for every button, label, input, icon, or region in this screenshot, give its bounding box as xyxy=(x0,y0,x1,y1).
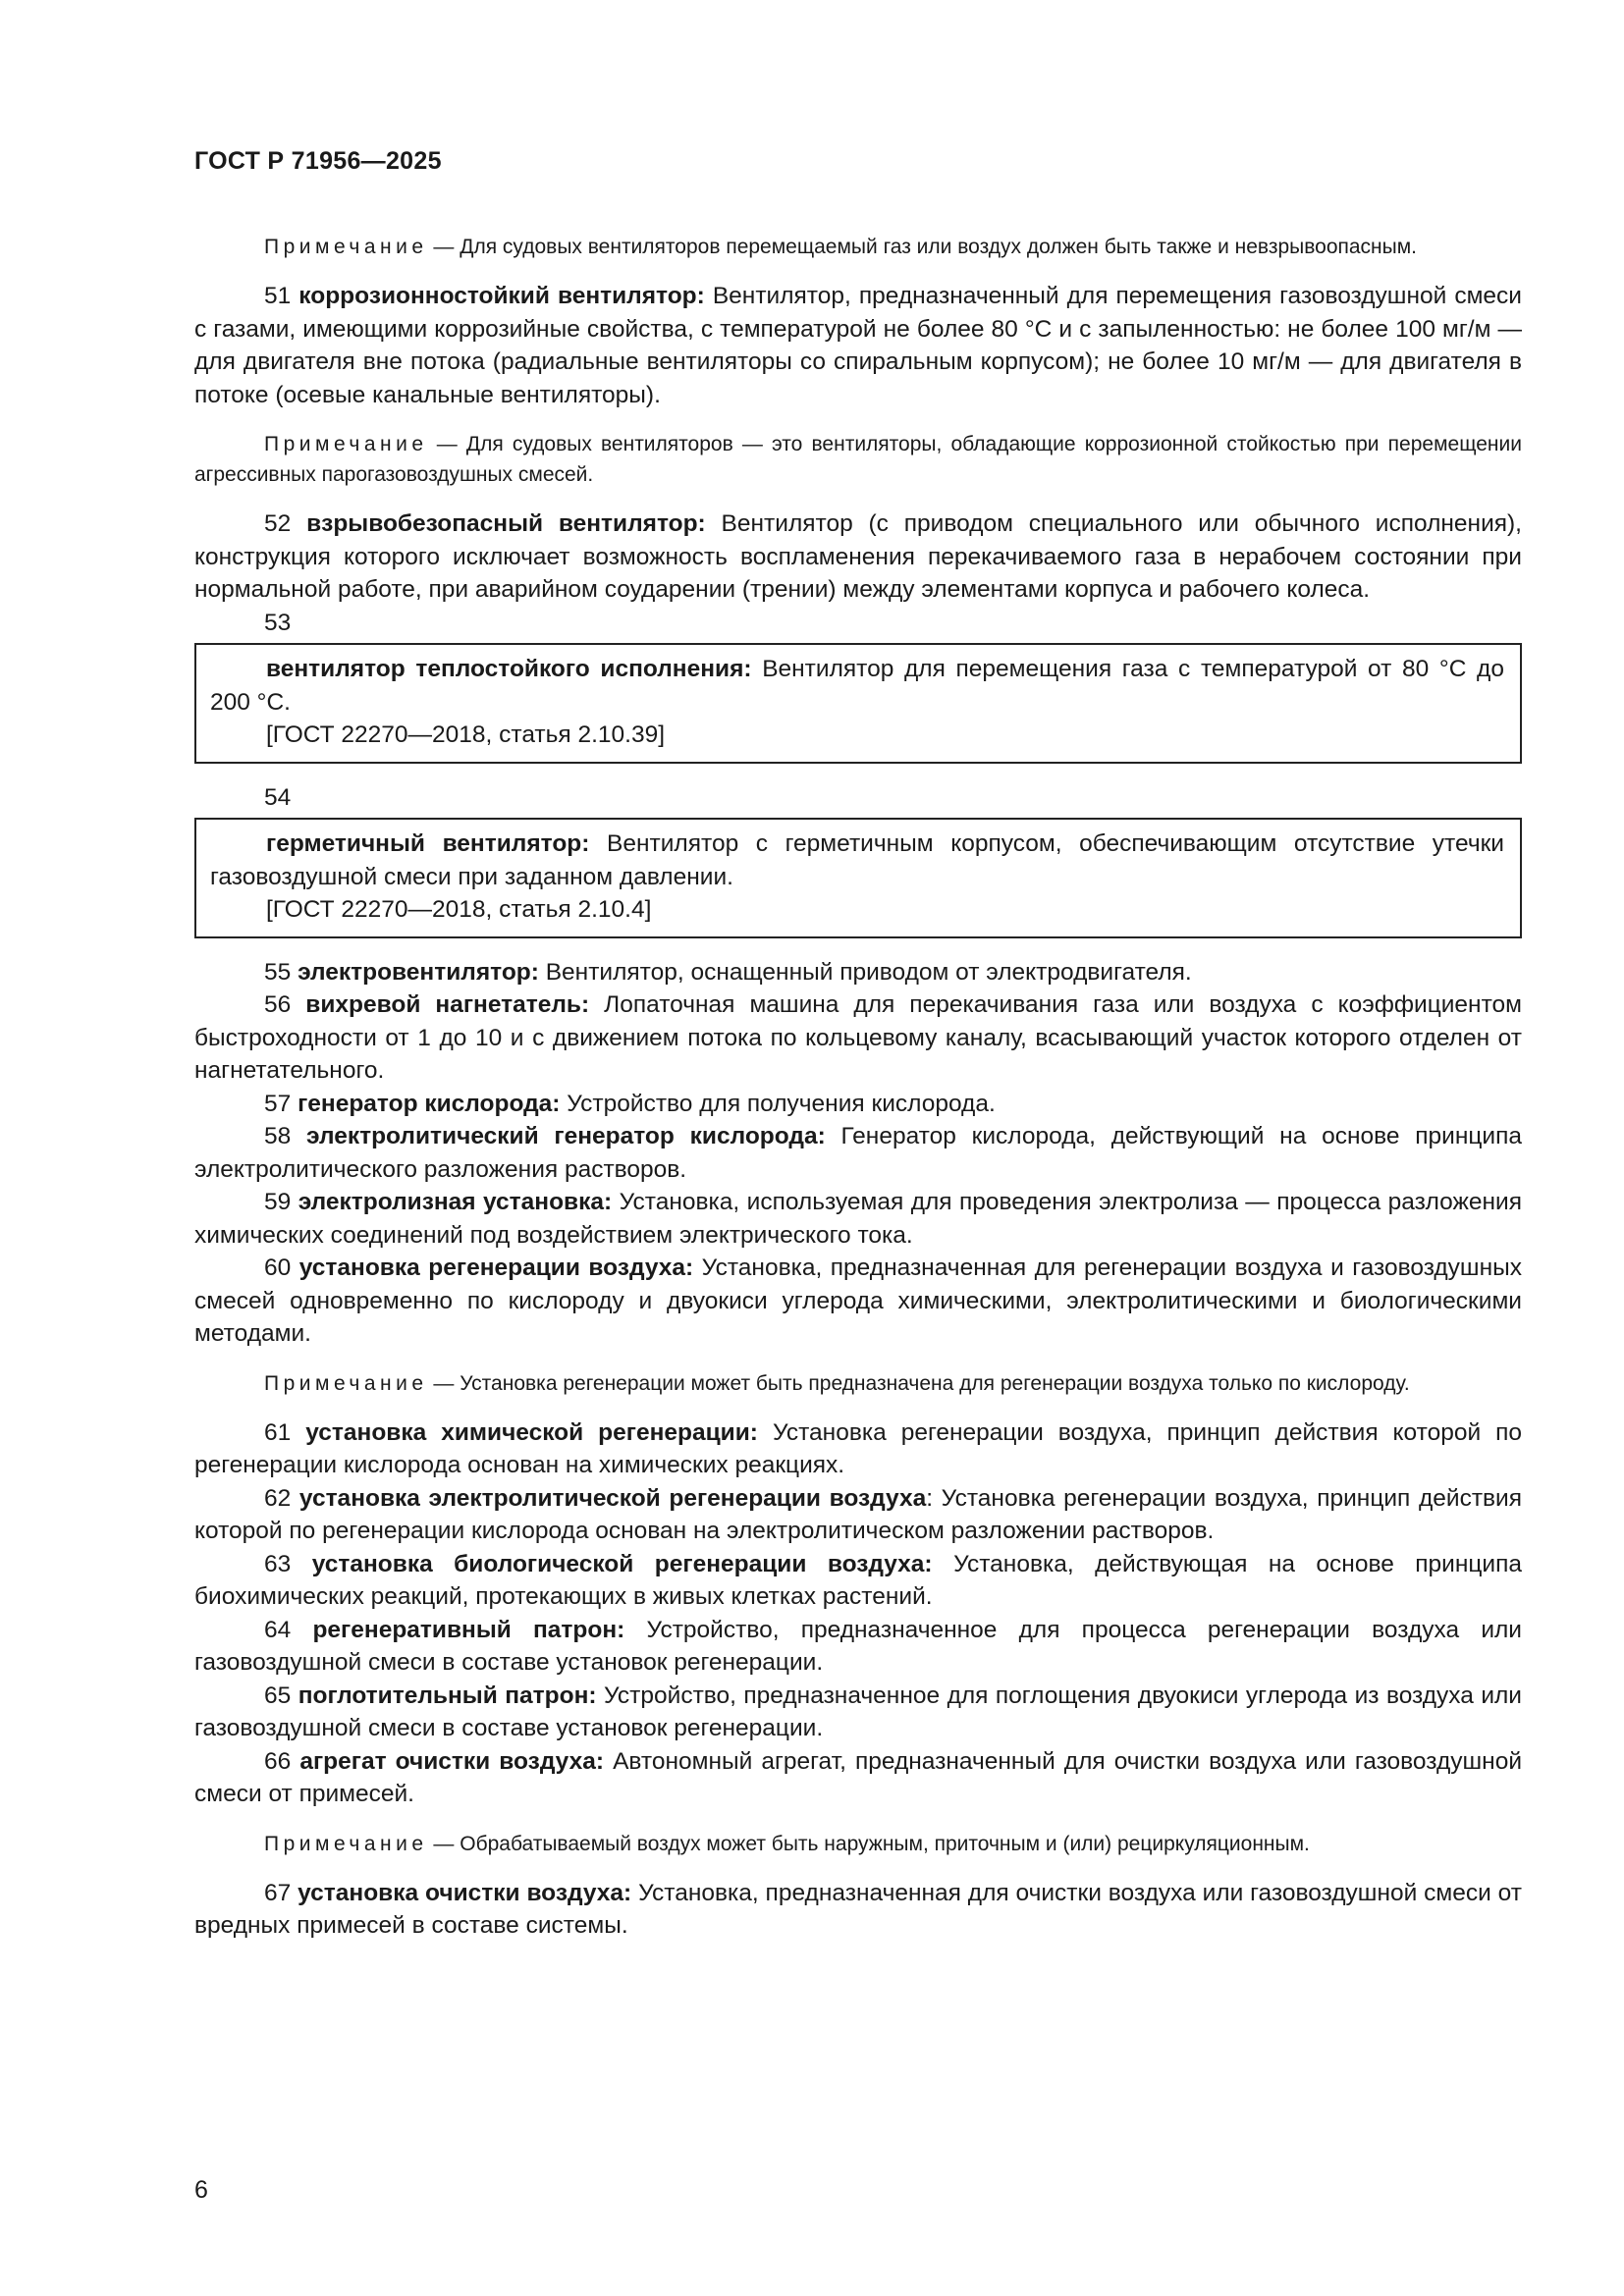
term-53-number: 53 xyxy=(264,609,292,636)
term-64: 64 регенеративный патрон: Устройство, предназначенное для процесса регенерации воздуха или газовоздушной смеси в составе установок регенерации. xyxy=(194,1616,1522,1676)
term-title: взрывобезопасный вентилятор: xyxy=(306,510,706,537)
term-65: 65 поглотительный патрон: Устройство, предназначенное для поглощения двуокиси углерода из воздуха или газовоздушной смеси в составе установок регенерации. xyxy=(194,1682,1522,1741)
term-63: 63 установка биологической регенерации воздуха: Установка, действующая на основе принципа биохимических реакций, протекающих в живых клетках растений. xyxy=(194,1550,1523,1610)
note-label: Примечание xyxy=(264,236,428,258)
term-54-reference: [ГОСТ 22270—2018, статья 2.10.4] xyxy=(266,896,652,923)
note-top: Примечание — Для судовых вентиляторов перемещаемый газ или воздух должен быть также и невзрывоопасным. xyxy=(264,236,1418,258)
term-title: поглотительный патрон: xyxy=(298,1682,597,1709)
term-title: вихревой нагнетатель: xyxy=(305,991,590,1018)
document-id-header: ГОСТ Р 71956—2025 xyxy=(194,147,442,175)
term-title: электролизная установка: xyxy=(298,1189,613,1215)
term-53-reference: [ГОСТ 22270—2018, статья 2.10.39] xyxy=(266,721,666,748)
term-66: 66 агрегат очистки воздуха: Автономный агрегат, предназначенный для очистки воздуха или газовоздушной смеси от примесей. xyxy=(194,1747,1523,1807)
term-title: герметичный вентилятор: xyxy=(266,830,590,857)
term-title: установка электролитической регенерации воздуха xyxy=(298,1484,927,1512)
term-67: 67 установка очистки воздуха: Установка, предназначенная для очистки воздуха или газовоздушной смеси от вредных примесей в составе системы. xyxy=(194,1879,1522,1939)
term-54: герметичный вентилятор: Вентилятор с герметичным корпусом, обеспечивающим отсутствие утечки газовоздушной смеси при заданном давлении. xyxy=(210,830,1504,890)
term-title: установка химической регенерации: xyxy=(305,1418,758,1446)
term-58: 58 электролитический генератор кислорода: Генератор кислорода, действующий на основе принципа электролитического разложения растворов. xyxy=(194,1123,1522,1183)
term-51: 51 коррозионностойкий вентилятор: Вентилятор, предназначенный для перемещения газовоздушной смеси с газами, имеющими коррозийные свойства, с температурой не более 80 °С и с запыленностью: не более 100 мг/м — для двигателя вне потока (радиальные вентиляторы со спиральным корпусом); не более 10 мг/м — для двигателя в потоке (осевые канальные вентиляторы). xyxy=(194,283,1522,408)
note-60: Примечание — Установка регенерации может быть предназначена для регенерации воздуха только по кислороду. xyxy=(264,1371,1410,1395)
term-52: 52 взрывобезопасный вентилятор: Вентилятор (с приводом специального или обычного исполнения), конструкция которого исключает возможность воспламенения перекачиваемого газа в нерабочем состоянии при нормальной работе, при аварийном соударении (трении) между элементами корпуса и рабочего колеса. xyxy=(194,510,1522,603)
term-title: электролитический генератор кислорода: xyxy=(306,1123,826,1149)
note-66: Примечание — Обрабатываемый воздух может быть наружным, приточным и (или) рециркуляционным. xyxy=(264,1832,1310,1855)
term-56: 56 вихревой нагнетатель: Лопаточная машина для перекачивания газа или воздуха с коэффициентом быстроходности от 1 до 10 и с движением потока по кольцевому каналу, всасывающий участок которого отделен от нагнетательного. xyxy=(194,991,1522,1084)
term-title: установка очистки воздуха: xyxy=(298,1879,632,1906)
term-title: генератор кислорода: xyxy=(298,1090,561,1117)
term-title: коррозионностойкий вентилятор: xyxy=(298,283,705,309)
term-62: 62 установка электролитической регенерации воздуха: Установка регенерации воздуха, принцип действия которой по регенерации кислорода основан на электролитическом разложении растворов. xyxy=(194,1484,1523,1544)
term-61: 61 установка химической регенерации: Установка регенерации воздуха, принцип действия которой по регенерации кислорода основан на химических реакциях. xyxy=(194,1418,1523,1478)
term-title: вентилятор теплостойкого исполнения: xyxy=(266,656,752,682)
term-57: 57 генератор кислорода: Устройство для получения кислорода. xyxy=(264,1090,996,1117)
page-number: 6 xyxy=(194,2176,208,2204)
term-60: 60 установка регенерации воздуха: Установка, предназначенная для регенерации воздуха и газовоздушных смесей одновременно по кислороду и двуокиси углерода химическими, электролитическими и биологическими методами. xyxy=(194,1255,1522,1347)
term-54-box xyxy=(194,818,1522,938)
term-title: регенеративный патрон: xyxy=(312,1616,625,1643)
term-54-number: 54 xyxy=(264,783,292,811)
term-59: 59 электролизная установка: Установка, используемая для проведения электролиза — процесса разложения химических соединений под воздействием электрического тока. xyxy=(194,1189,1523,1249)
document-body xyxy=(194,226,1522,1943)
term-title: установка регенерации воздуха: xyxy=(298,1255,694,1281)
term-title: установка биологической регенерации воздуха: xyxy=(311,1550,933,1577)
term-title: агрегат очистки воздуха: xyxy=(299,1747,605,1775)
term-55: 55 электровентилятор: Вентилятор, оснащенный приводом от электродвигателя. xyxy=(264,958,1192,986)
note-51: Примечание — Для судовых вентиляторов — это вентиляторы, обладающие коррозионной стойкостью при перемещении агрессивных парогазовоздушных смесей. xyxy=(194,433,1522,486)
term-title: электровентилятор: xyxy=(298,958,539,986)
term-53: вентилятор теплостойкого исполнения: Вентилятор для перемещения газа с температурой от 80 °С до 200 °С. xyxy=(210,656,1504,716)
term-53-box xyxy=(194,643,1522,764)
